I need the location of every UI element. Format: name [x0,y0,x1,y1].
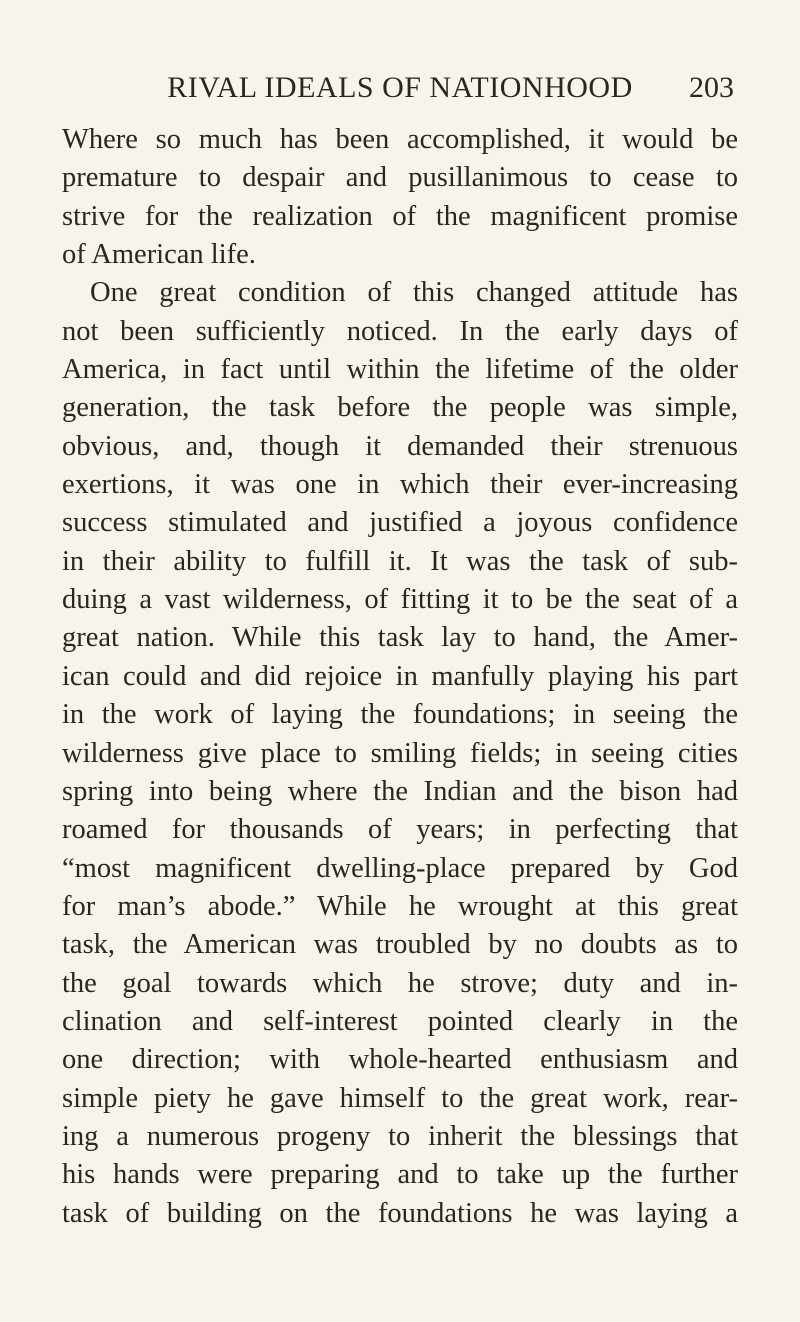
page-number: 203 [689,71,734,104]
text-line: simple piety he gave himself to the great work, rear- [62,1082,738,1114]
text-line: wilderness give place to smiling fields; in seeing cities [62,737,738,769]
text-line: ican could and did rejoice in manfully playing his part [62,660,738,692]
text-line: exertions, it was one in which their ever-increasing [62,469,738,501]
text-line: premature to despair and pusillanimous to cease to [62,162,738,194]
text-line: in the work of laying the foundations; in seeing the [62,699,738,731]
text-line: not been sufficiently noticed. In the early days of [62,315,738,347]
text-line: roamed for thousands of years; in perfecting that [62,814,738,846]
text-line: duing a vast wilderness, of fitting it to be the seat of a [62,584,738,616]
text-line: great nation. While this task lay to hand, the Amer- [62,622,738,654]
text-line: one direction; with whole-hearted enthusiasm and [62,1044,738,1076]
body-text [62,121,738,1233]
text-line: strive for the realization of the magnificent promise [62,200,738,232]
text-line: task of building on the foundations he was laying a [62,1197,738,1229]
running-head [62,66,738,110]
text-line: “most magnificent dwelling-place prepared by God [62,852,738,884]
text-line: for man’s abode.” While he wrought at this great [62,890,738,922]
text-line: Where so much has been accomplished, it would be [62,124,738,155]
text-line: his hands were preparing and to take up the further [62,1159,738,1191]
text-line: generation, the task before the people was simple, [62,392,738,424]
text-line: clination and self-interest pointed clearly in the [62,1005,738,1037]
text-line: ing a numerous progeny to inherit the blessings that [62,1120,738,1152]
running-title: RIVAL IDEALS OF NATIONHOOD [167,71,633,104]
text-line: the goal towards which he strove; duty and in- [62,967,738,999]
text-line: of American life. [62,239,256,271]
text-line: One great condition of this changed attitude has [90,277,738,309]
text-line: spring into being where the Indian and the bison had [62,775,738,807]
text-line: in their ability to fulfill it. It was the task of sub- [62,545,738,577]
text-line: success stimulated and justified a joyous confidence [62,507,738,539]
text-line: America, in fact until within the lifetime of the older [62,354,738,386]
text-line: task, the American was troubled by no doubts as to [62,929,738,961]
text-line: obvious, and, though it demanded their strenuous [62,430,738,462]
